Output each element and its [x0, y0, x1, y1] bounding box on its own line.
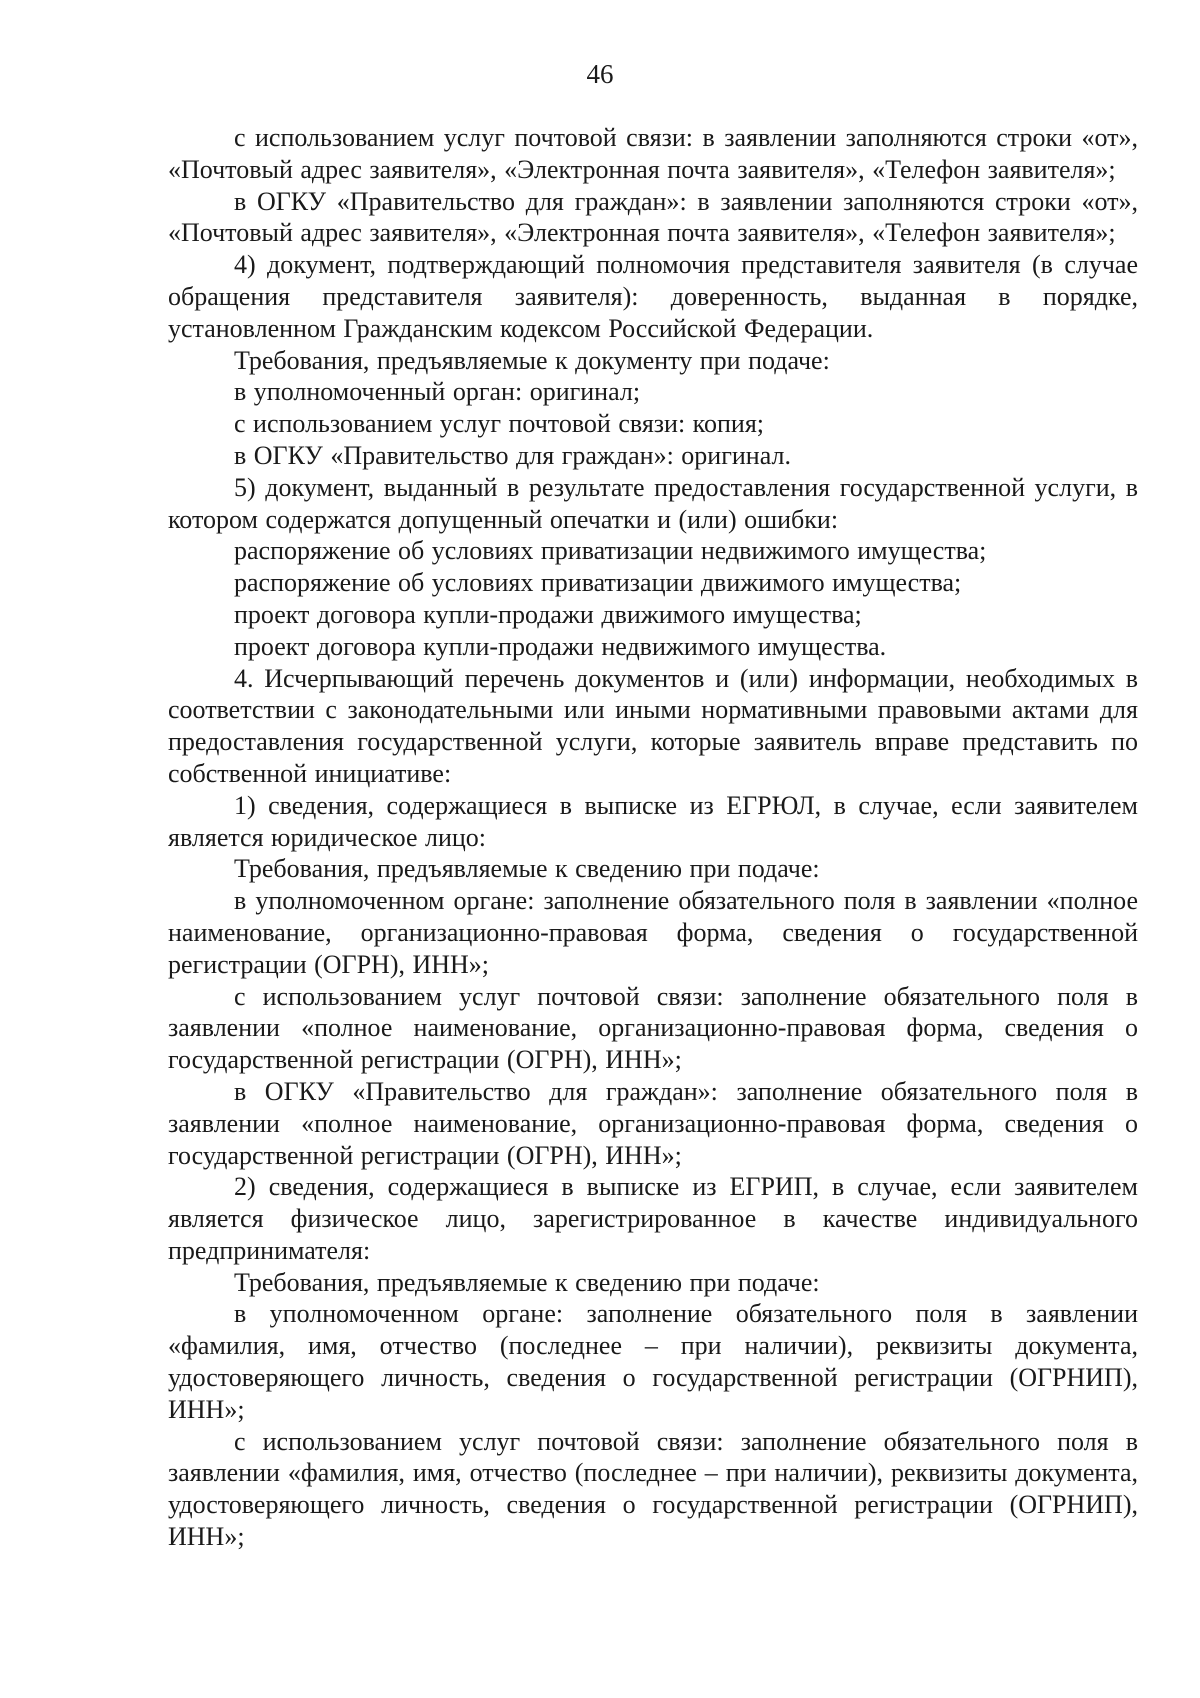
- paragraph: с использованием услуг почтовой связи: копия;: [234, 409, 765, 439]
- paragraph: в ОГКУ «Правительство для граждан»: в заявлении заполняются строки «от», «Почтовый адрес заявителя», «Электронная почта заявителя», «Телефон заявителя»;: [168, 186, 1138, 248]
- paragraph: Требования, предъявляемые к документу при подаче:: [234, 345, 830, 375]
- paragraph: 4) документ, подтверждающий полномочия представителя заявителя (в случае обращения представителя заявителя): доверенность, выданная в порядке, установленном Гражданским кодексом Российской Федерации.: [168, 250, 1138, 343]
- paragraph: в уполномоченном органе: заполнение обязательного поля в заявлении «полное наименование, организационно-правовая форма, сведения о государственной регистрации (ОГРН), ИНН»;: [168, 886, 1138, 979]
- paragraph: проект договора купли-продажи движимого имущества;: [234, 599, 862, 629]
- paragraph: 4. Исчерпывающий перечень документов и (или) информации, необходимых в соответствии с законодательными или иными нормативными правовыми актами для предоставления государственной услуги, которые заявитель вправе представить по собственной инициативе:: [168, 663, 1138, 788]
- paragraph: в уполномоченный орган: оригинал;: [234, 377, 641, 407]
- paragraph: Требования, предъявляемые к сведению при подаче:: [234, 1267, 820, 1297]
- paragraph: в ОГКУ «Правительство для граждан»: заполнение обязательного поля в заявлении «полное наименование, организационно-правовая форма, сведения о государственной регистрации (ОГРН), ИНН»;: [168, 1076, 1138, 1170]
- paragraph: 2) сведения, содержащиеся в выписке из ЕГРИП, в случае, если заявителем является физическое лицо, зарегистрированное в качестве индивидуального предпринимателя:: [168, 1172, 1138, 1265]
- paragraph: в ОГКУ «Правительство для граждан»: оригинал.: [234, 440, 791, 470]
- paragraph: распоряжение об условиях приватизации движимого имущества;: [234, 568, 962, 598]
- paragraph: 1) сведения, содержащиеся в выписке из ЕГРЮЛ, в случае, если заявителем является юридическое лицо:: [168, 790, 1138, 852]
- paragraph: в уполномоченном органе: заполнение обязательного поля в заявлении «фамилия, имя, отчество (последнее – при наличии), реквизиты документа, удостоверяющего личность, сведения о государственной регистрации (ОГРНИП), ИНН»;: [168, 1299, 1138, 1424]
- paragraph: распоряжение об условиях приватизации недвижимого имущества;: [234, 536, 987, 566]
- paragraph: 5) документ, выданный в результате предоставления государственной услуги, в котором содержатся допущенный опечатки и (или) ошибки:: [168, 472, 1138, 534]
- paragraph: Требования, предъявляемые к сведению при подаче:: [234, 854, 820, 884]
- paragraph: с использованием услуг почтовой связи: заполнение обязательного поля в заявлении «полное наименование, организационно-правовая форма, сведения о государственной регистрации (ОГРН), ИНН»;: [168, 981, 1138, 1075]
- paragraph: с использованием услуг почтовой связи: заполнение обязательного поля в заявлении «фамилия, имя, отчество (последнее – при наличии), реквизиты документа, удостоверяющего личность, сведения о государственной регистрации (ОГРНИП), ИНН»;: [168, 1426, 1138, 1552]
- paragraph: проект договора купли-продажи недвижимого имущества.: [234, 631, 887, 661]
- paragraph: с использованием услуг почтовой связи: в заявлении заполняются строки «от», «Почтовый адрес заявителя», «Электронная почта заявителя», «Телефон заявителя»;: [168, 123, 1138, 184]
- document-body: [168, 122, 1138, 1553]
- page-number: 46: [586, 59, 614, 89]
